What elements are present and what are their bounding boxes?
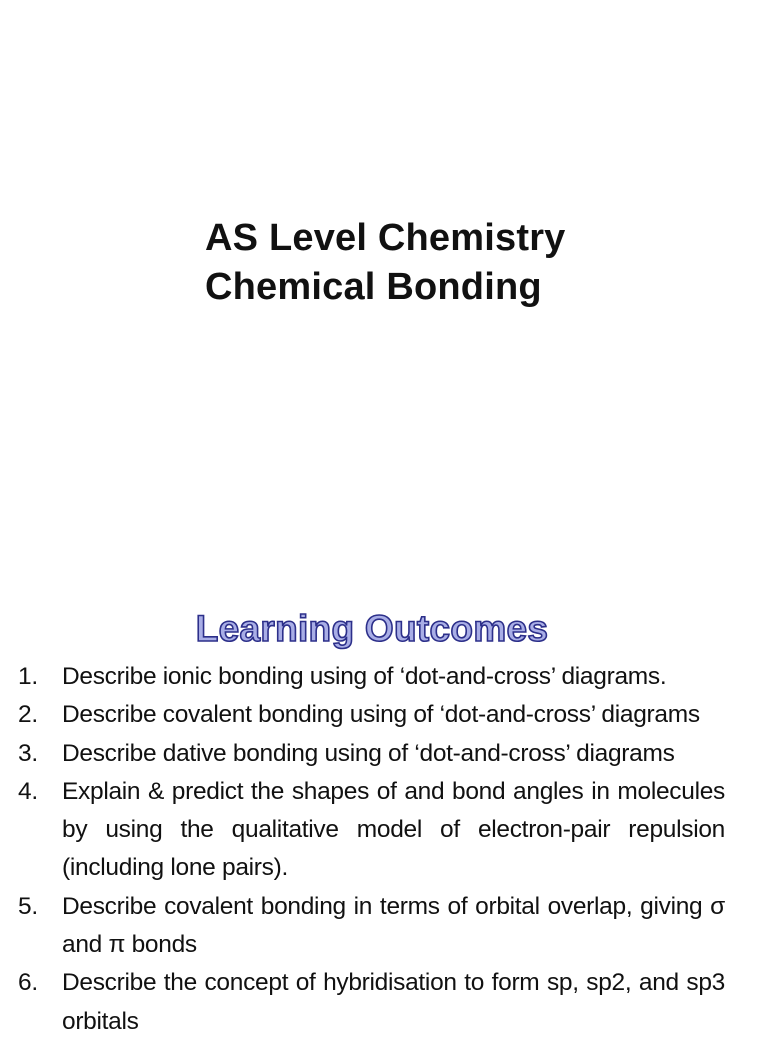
page-title-line-2: Chemical Bonding <box>205 266 542 308</box>
page-title-line-1: AS Level Chemistry <box>205 217 566 259</box>
list-item <box>0 735 768 773</box>
list-item-text: Describe ionic bonding using of ‘dot-and-cross’ diagrams. <box>62 663 667 690</box>
list-item-number: 3. <box>18 739 38 767</box>
list-item-number: 5. <box>18 892 38 920</box>
list-item <box>0 696 768 734</box>
list-item <box>0 773 768 888</box>
list-item <box>0 888 768 965</box>
title-block <box>205 214 725 312</box>
learning-outcomes-heading: Learning Outcomes <box>195 608 549 649</box>
list-item-text: Describe dative bonding using of ‘dot-and-cross’ diagrams <box>62 739 675 767</box>
list-item-text: Describe covalent bonding using of ‘dot-and-cross’ diagrams <box>62 701 700 729</box>
list-item-number: 6. <box>18 969 38 997</box>
list-item-number: 2. <box>18 701 38 729</box>
list-item-text: Describe covalent bonding in terms of orbital overlap, giving σ and π bonds <box>62 892 725 959</box>
learning-outcomes-list <box>0 658 768 1041</box>
list-item <box>0 658 768 696</box>
list-item-number: 4. <box>18 777 38 805</box>
list-item-text: Describe the concept of hybridisation to form sp, sp2, and sp3 orbitals <box>62 969 725 1035</box>
list-item <box>0 964 768 1041</box>
list-item-text: Explain & predict the shapes of and bond angles in molecules by using the qualitative model of electron-pair repulsion (including lone pairs). <box>62 777 725 882</box>
list-item-number: 1. <box>18 663 38 690</box>
